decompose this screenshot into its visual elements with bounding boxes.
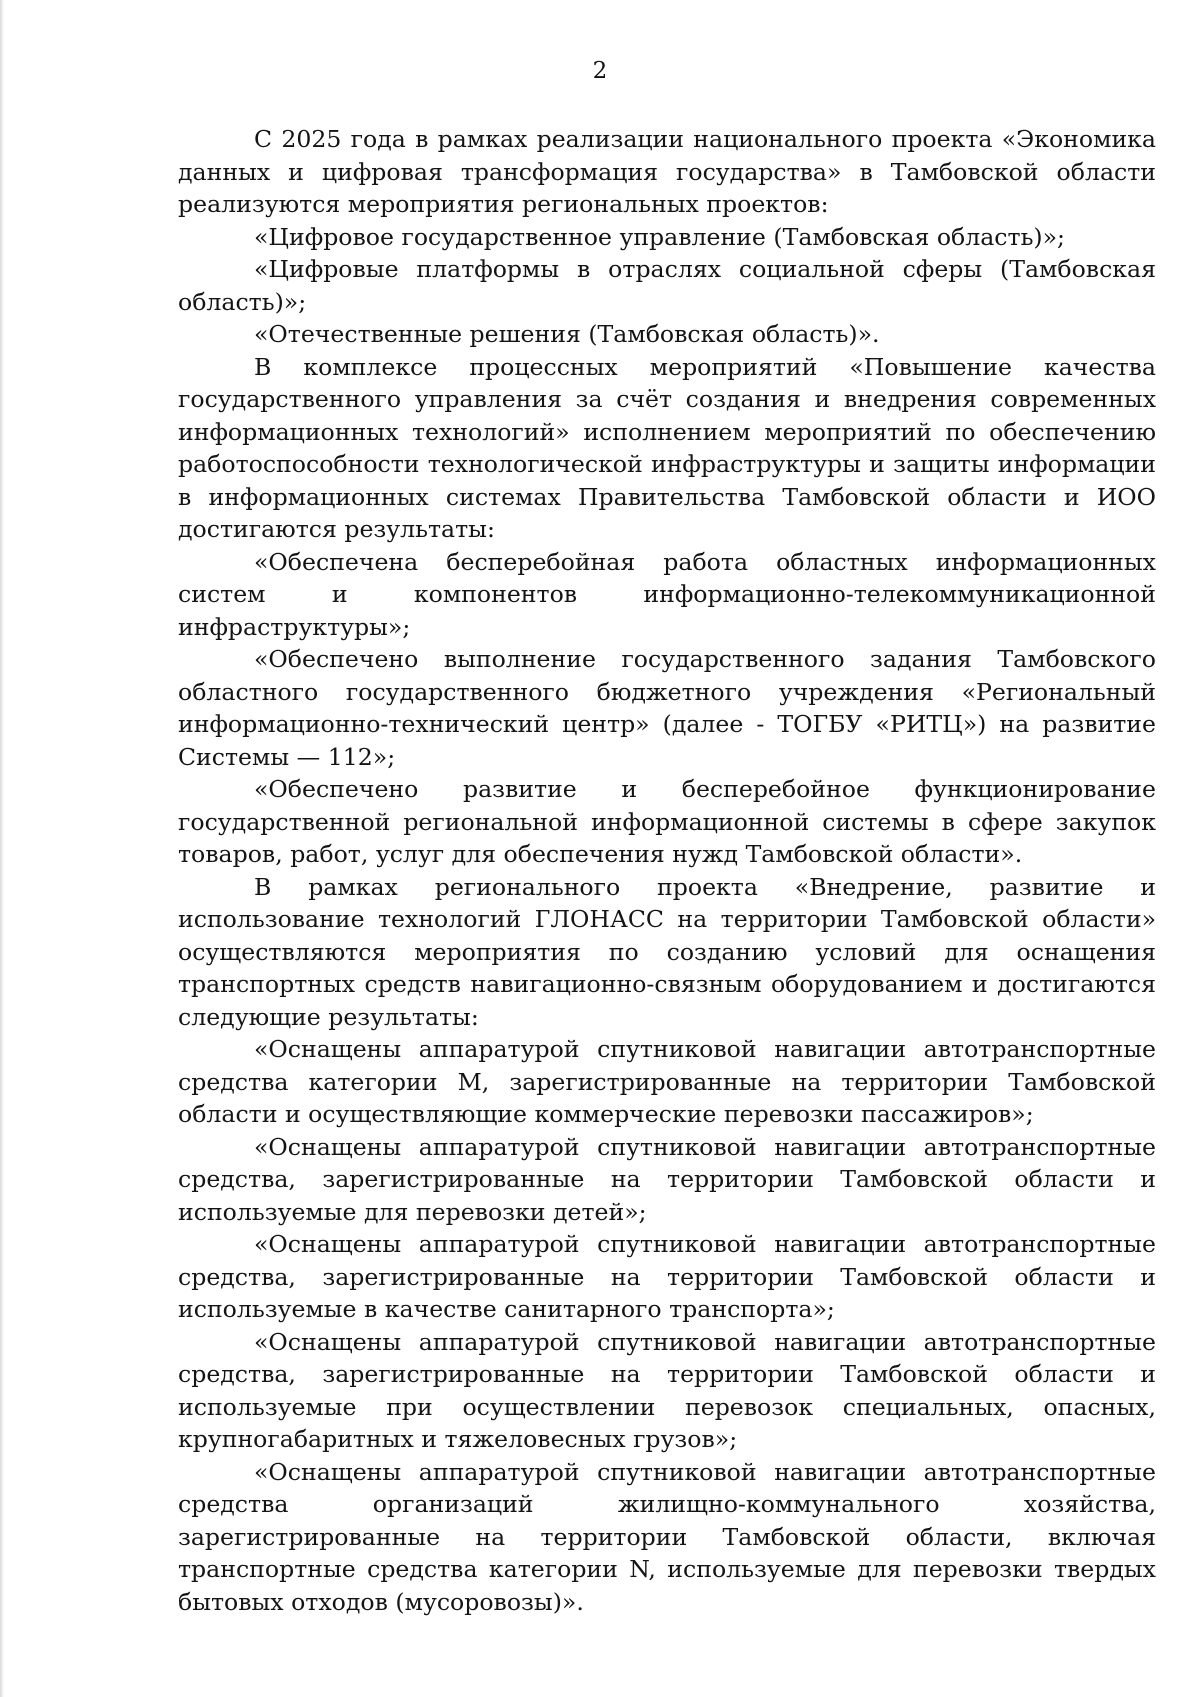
paragraph-result-special-cargo: «Оснащены аппаратурой спутниковой навигации автотранспортные средства, зарегистрированные на территории Тамбовской области и используемые при осуществлении перевозок специальных, опасных, крупногабаритных и тяжеловесных грузов»;: [178, 1327, 1156, 1453]
paragraph-result-sanitary-transport: «Оснащены аппаратурой спутниковой навигации автотранспортные средства, зарегистрированные на территории Тамбовской области и используемые в качестве санитарного транспорта»;: [178, 1230, 1156, 1323]
paragraph-project-digital-governance: «Цифровое государственное управление (Тамбовская область)»;: [254, 222, 1066, 251]
paragraph-result-state-task: «Обеспечено выполнение государственного задания Тамбовского областного государственного бюджетного учреждения «Региональный информационно-технический центр» (далее - ТОГБУ «РИТЦ») на развитие Системы — 112»;: [178, 645, 1156, 771]
paragraph-result-uninterrupted-work: «Обеспечена бесперебойная работа областных информационных систем и компонентов информационно-телекоммуникационной инфраструктуры»;: [178, 547, 1156, 641]
page-edge-shadow: [0, 0, 4, 1697]
paragraph-result-procurement-system: «Обеспечено развитие и бесперебойное функционирование государственной региональной информационной системы в сфере закупок товаров, работ, услуг для обеспечения нужд Тамбовской области».: [178, 775, 1156, 868]
paragraph-result-utility-vehicles: «Оснащены аппаратурой спутниковой навигации автотранспортные средства организаций жилищно-коммунального хозяйства, зарегистрированные на территории Тамбовской области, включая транспортные средства категории N, используемые для перевозки твердых бытовых отходов (мусоровозы)».: [178, 1457, 1156, 1616]
document-body: [178, 123, 1156, 1618]
paragraph-project-domestic-solutions: «Отечественные решения (Тамбовская область)».: [254, 320, 880, 348]
page-number: 2: [592, 58, 608, 84]
paragraph-process-activities: В комплексе процессных мероприятий «Повышение качества государственного управления за счёт создания и внедрения современных информационных технологий» исполнением мероприятий по обеспечению работоспособности технологической инфраструктуры и защиты информации в информационных системах Правительства Тамбовской области и ИОО достигаются результаты:: [178, 352, 1156, 543]
paragraph-glonass-project: В рамках регионального проекта «Внедрение, развитие и использование технологий ГЛОНАСС на территории Тамбовской области» осуществляются мероприятия по созданию условий для оснащения транспортных средств навигационно-связным оборудованием и достигаются следующие результаты:: [178, 872, 1156, 1031]
paragraph-result-children-transport: «Оснащены аппаратурой спутниковой навигации автотранспортные средства, зарегистрированные на территории Тамбовской области и используемые для перевозки детей»;: [178, 1132, 1156, 1226]
paragraph-intro: С 2025 года в рамках реализации национального проекта «Экономика данных и цифровая трансформация государства» в Тамбовской области реализуются мероприятия региональных проектов:: [178, 125, 1156, 218]
paragraph-project-digital-platforms: «Цифровые платформы в отраслях социальной сферы (Тамбовская область)»;: [178, 255, 1156, 316]
paragraph-result-passenger-transport: «Оснащены аппаратурой спутниковой навигации автотранспортные средства категории М, зарегистрированные на территории Тамбовской области и осуществляющие коммерческие перевозки пассажиров»;: [178, 1035, 1156, 1128]
